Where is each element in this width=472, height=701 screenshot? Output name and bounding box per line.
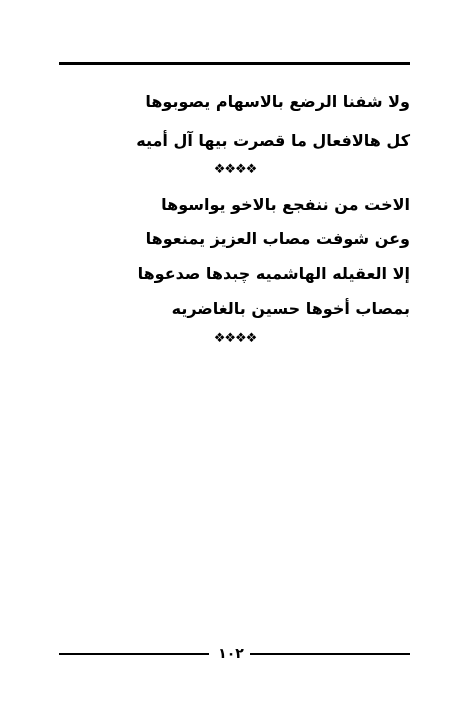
verse-line: الاخت من ننفجع بالاخو يواسوها <box>161 195 410 214</box>
verse-line: كل هالافعال ما قصرت بيها آل أميه <box>136 131 410 150</box>
verse-line: وعن شوفت مصاب العزيز يمنعوها <box>145 229 410 248</box>
top-rule <box>59 62 410 65</box>
page-footer <box>59 644 410 664</box>
verse-line: إلا العقيله الهاشميه چبدها صدعوها <box>137 264 410 283</box>
page-number: ١٠٢ <box>218 646 244 662</box>
footer-rule-left <box>59 653 209 655</box>
verse-line: ولا شفنا الرضع بالاسهام يصوبوها <box>145 92 410 111</box>
verse-line: بمصاب أخوها حسين بالغاضريه <box>171 299 410 318</box>
footer-rule-right <box>250 653 410 655</box>
ornament-divider: ❖❖❖❖ <box>213 162 257 177</box>
ornament-divider: ❖❖❖❖ <box>213 331 257 346</box>
